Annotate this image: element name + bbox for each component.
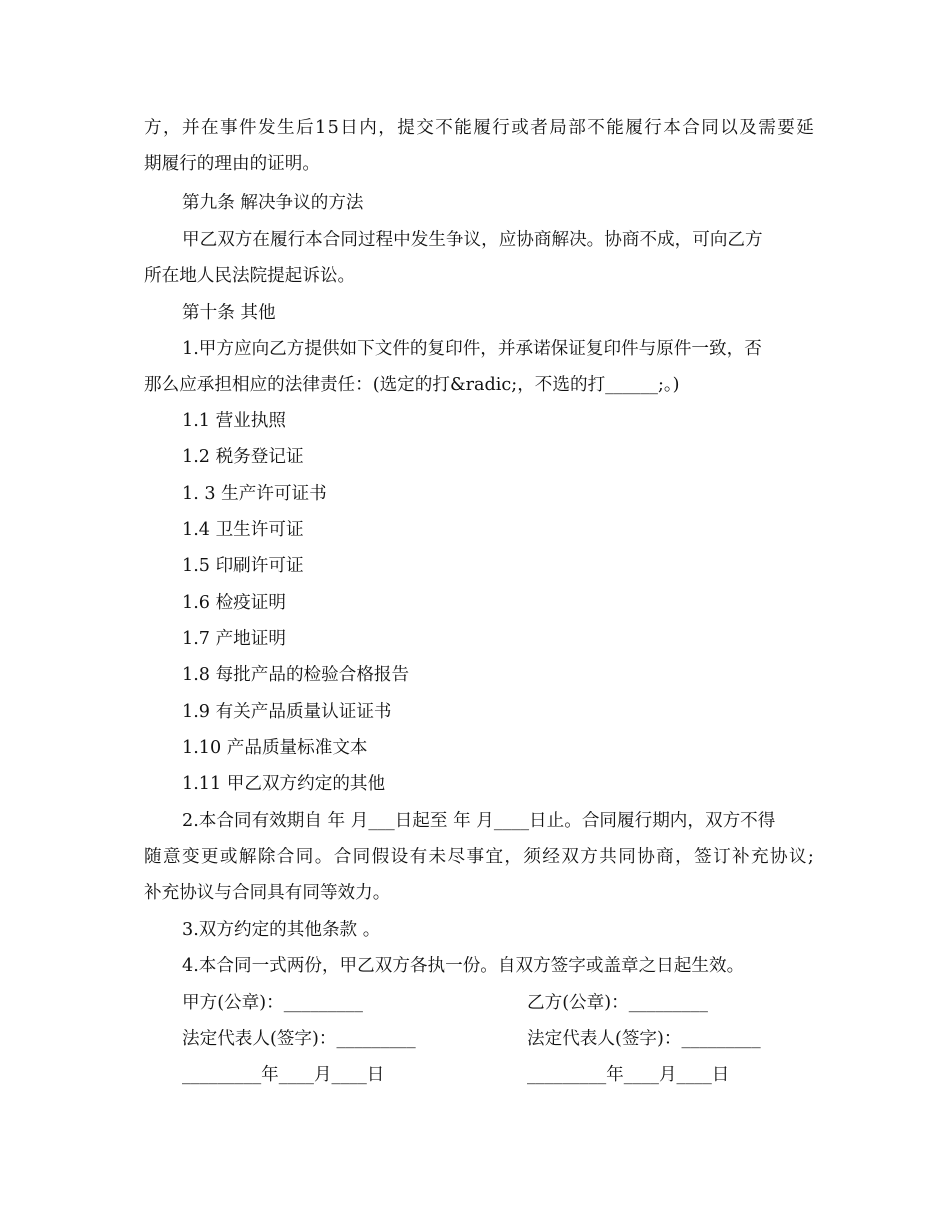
- article-10-item-2-line-3: 补充协议与合同具有同等效力。: [144, 883, 391, 903]
- article-9-paragraph-line-1: 甲乙双方在履行本合同过程中发生争议，应协商解决。协商不成，可向乙方: [182, 230, 763, 250]
- document-list-item: 1.9 有关产品质量认证证书: [182, 702, 392, 722]
- document-list-item: 1.8 每批产品的检验合格报告: [182, 665, 410, 685]
- party-a-representative-field: 法定代表人(签字)：_________: [182, 1029, 416, 1049]
- document-list-item: 1.5 印刷许可证: [182, 556, 304, 576]
- document-list-item: 1.6 检疫证明: [182, 593, 286, 613]
- document-list-item: 1.1 营业执照: [182, 411, 286, 431]
- document-list-item: 1.7 产地证明: [182, 629, 286, 649]
- document-list-item: 1.10 产品质量标准文本: [182, 738, 368, 758]
- document-list-item: 1.2 税务登记证: [182, 447, 304, 467]
- party-a-date-field: _________年____月____日: [182, 1065, 385, 1085]
- party-b-seal-field: 乙方(公章)：_________: [527, 993, 708, 1013]
- party-b-date-field: _________年____月____日: [527, 1065, 730, 1085]
- document-list-item: 1.11 甲乙双方约定的其他: [182, 774, 386, 794]
- article-9-paragraph-line-2: 所在地人民法院提起诉讼。: [144, 266, 356, 286]
- document-list-item: 1.4 卫生许可证: [182, 520, 304, 540]
- party-b-representative-field: 法定代表人(签字)：_________: [527, 1029, 761, 1049]
- article-10-heading: 第十条 其他: [182, 303, 276, 323]
- article-10-item-2-line-2: 随 意 变 更 或 解 除 合 同 。 合 同 假 设 有 未 尽 事 宜 ， 须 经 双 方 共 同 协 商 ， 签 订 补 充 协 议 ;: [144, 847, 814, 867]
- clause-8-continuation-line-1: 方 ， 并 在 事 件 发 生 后 1 5 日 内 ， 提 交 不 能 履 行 或 者 局 部 不 能 履 行 本 合 同 以 及 需 要 延: [144, 118, 814, 138]
- document-list-item: 1. 3 生产许可证书: [182, 484, 327, 504]
- article-10-item-1-line-1: 1.甲方应向乙方提供如下文件的复印件，并承诺保证复印件与原件一致，否: [182, 339, 762, 359]
- article-10-item-4: 4.本合同一式两份，甲乙双方各执一份。自双方签字或盖章之日起生效。: [182, 956, 745, 976]
- party-a-seal-field: 甲方(公章)：_________: [182, 993, 363, 1013]
- article-10-item-2-line-1: 2.本合同有效期自 年 月___日起至 年 月____日止。合同履行期内，双方不得: [182, 811, 776, 831]
- clause-8-continuation-line-2: 期履行的理由的证明。: [144, 154, 320, 174]
- article-10-item-3: 3.双方约定的其他条款 。: [182, 920, 381, 940]
- article-9-heading: 第九条 解决争议的方法: [182, 193, 364, 213]
- article-10-item-1-line-2: 那么应承担相应的法律责任：(选定的打&radic;，不选的打______;。): [144, 375, 680, 395]
